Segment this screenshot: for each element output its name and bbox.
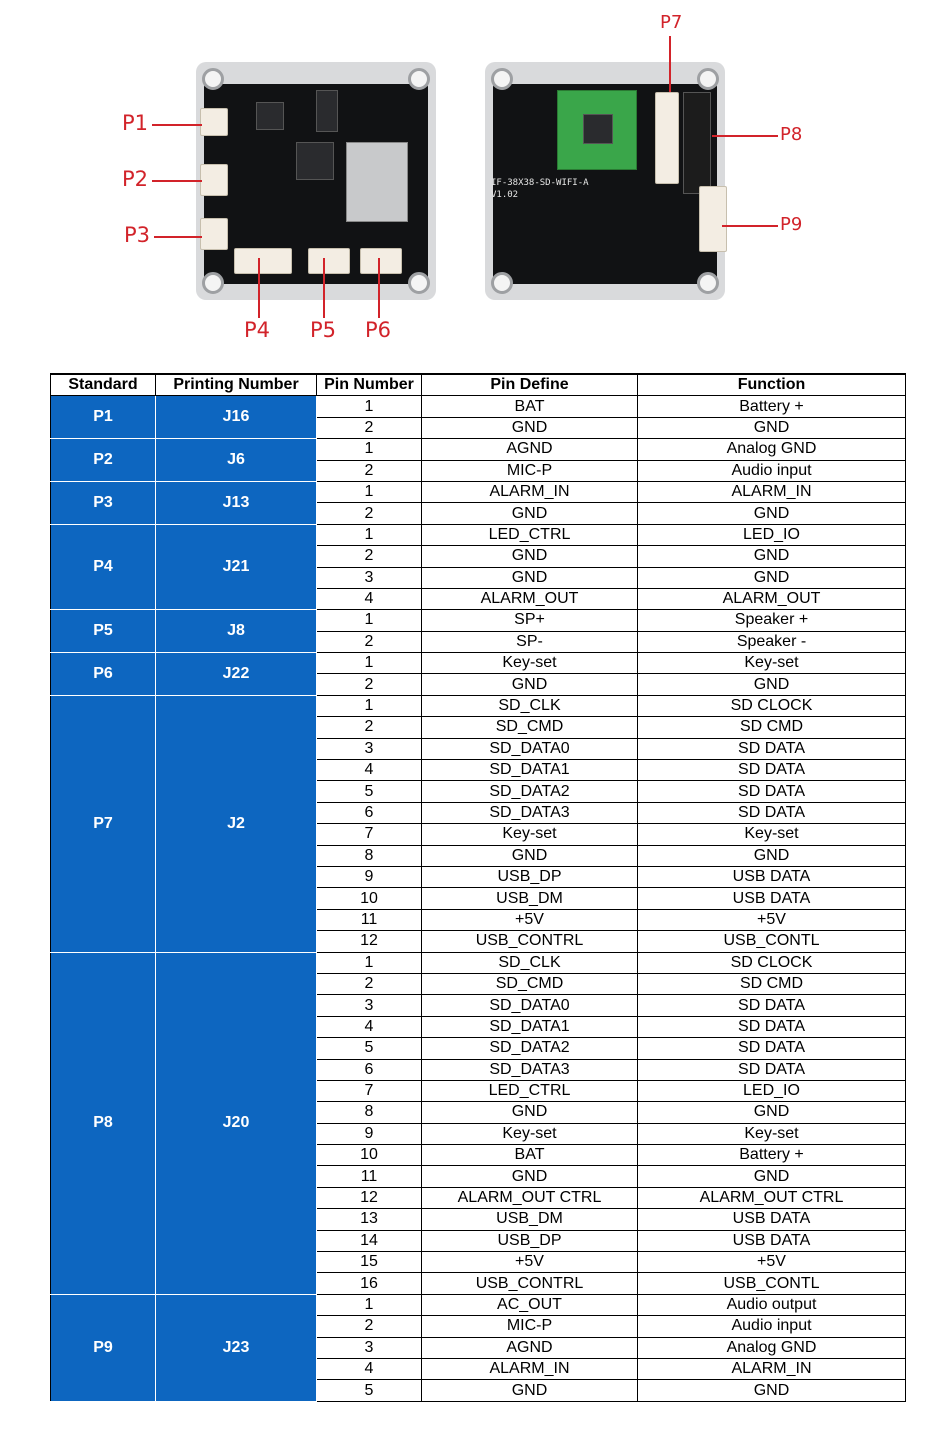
label-p7: P7 xyxy=(660,12,683,33)
function-cell: USB DATA xyxy=(638,1209,906,1230)
standard-cell: P8 xyxy=(51,952,156,1294)
pin-define-cell: BAT xyxy=(422,1145,638,1166)
pointer-line-p5 xyxy=(323,258,325,318)
pin-define-cell: SD_CMD xyxy=(422,717,638,738)
function-cell: Analog GND xyxy=(638,1337,906,1358)
pin-number-cell: 2 xyxy=(317,546,422,567)
pointer-line-p6 xyxy=(378,258,380,318)
pin-number-cell: 1 xyxy=(317,481,422,502)
function-cell: GND xyxy=(638,674,906,695)
connector-p1 xyxy=(200,108,228,136)
pin-number-cell: 1 xyxy=(317,952,422,973)
header-pin-define: Pin Define xyxy=(422,374,638,396)
function-cell: SD DATA xyxy=(638,1016,906,1037)
pin-number-cell: 10 xyxy=(317,1145,422,1166)
table-row xyxy=(51,524,906,545)
pin-number-cell: 15 xyxy=(317,1252,422,1273)
mount-hole xyxy=(697,68,719,90)
table-row xyxy=(51,481,906,502)
pin-define-cell: SD_DATA1 xyxy=(422,1016,638,1037)
pin-number-cell: 2 xyxy=(317,717,422,738)
pin-number-cell: 4 xyxy=(317,588,422,609)
function-cell: USB DATA xyxy=(638,866,906,887)
pin-define-cell: Key-set xyxy=(422,1123,638,1144)
pin-number-cell: 3 xyxy=(317,995,422,1016)
function-cell: GND xyxy=(638,1380,906,1401)
function-cell: Key-set xyxy=(638,1123,906,1144)
function-cell: SD DATA xyxy=(638,738,906,759)
function-cell: Audio input xyxy=(638,1316,906,1337)
pin-define-cell: USB_CONTRL xyxy=(422,1273,638,1294)
pin-define-cell: SD_DATA2 xyxy=(422,781,638,802)
table-body xyxy=(51,396,906,1401)
label-p6: P6 xyxy=(365,318,392,342)
silkscreen-board-name: IF-38X38-SD-WIFI-A xyxy=(491,178,589,188)
function-cell: ALARM_IN xyxy=(638,481,906,502)
pin-define-cell: SD_CLK xyxy=(422,695,638,716)
pin-number-cell: 4 xyxy=(317,1358,422,1379)
mount-hole xyxy=(408,68,430,90)
connector-p4 xyxy=(234,248,292,274)
function-cell: ALARM_IN xyxy=(638,1358,906,1379)
function-cell: Audio input xyxy=(638,460,906,481)
pin-define-cell: BAT xyxy=(422,396,638,417)
pin-define-cell: ALARM_OUT CTRL xyxy=(422,1187,638,1208)
function-cell: GND xyxy=(638,417,906,438)
pin-number-cell: 1 xyxy=(317,1294,422,1315)
standard-cell: P5 xyxy=(51,610,156,653)
mount-hole xyxy=(491,68,513,90)
pin-define-cell: MIC-P xyxy=(422,460,638,481)
pin-number-cell: 4 xyxy=(317,1016,422,1037)
pin-define-cell: Key-set xyxy=(422,653,638,674)
pin-number-cell: 3 xyxy=(317,567,422,588)
header-printing-number: Printing Number xyxy=(156,374,317,396)
mount-hole xyxy=(491,272,513,294)
label-p9: P9 xyxy=(780,214,803,235)
mount-hole xyxy=(408,272,430,294)
printing-number-cell: J6 xyxy=(156,439,317,482)
label-p4: P4 xyxy=(244,318,271,342)
pin-define-cell: GND xyxy=(422,546,638,567)
pointer-line-p7 xyxy=(669,36,671,92)
printing-number-cell: J13 xyxy=(156,481,317,524)
pin-define-cell: SD_DATA0 xyxy=(422,995,638,1016)
function-cell: +5V xyxy=(638,1252,906,1273)
header-function: Function xyxy=(638,374,906,396)
pin-define-cell: Key-set xyxy=(422,824,638,845)
pin-number-cell: 3 xyxy=(317,1337,422,1358)
pin-number-cell: 2 xyxy=(317,417,422,438)
pin-define-cell: GND xyxy=(422,417,638,438)
standard-cell: P6 xyxy=(51,653,156,696)
function-cell: SD DATA xyxy=(638,760,906,781)
label-p2: P2 xyxy=(122,167,149,191)
pin-define-cell: AGND xyxy=(422,439,638,460)
pin-definition-table xyxy=(50,373,906,1402)
silkscreen-version: V1.02 xyxy=(491,190,519,200)
function-cell: ALARM_OUT xyxy=(638,588,906,609)
pin-number-cell: 9 xyxy=(317,1123,422,1144)
pin-number-cell: 6 xyxy=(317,802,422,823)
table-header-row xyxy=(51,374,906,396)
function-cell: GND xyxy=(638,546,906,567)
function-cell: Analog GND xyxy=(638,439,906,460)
pin-number-cell: 1 xyxy=(317,653,422,674)
pin-define-cell: USB_CONTRL xyxy=(422,931,638,952)
pointer-line-p2 xyxy=(152,180,202,182)
function-cell: LED_IO xyxy=(638,524,906,545)
pin-number-cell: 2 xyxy=(317,631,422,652)
pin-define-cell: GND xyxy=(422,567,638,588)
pin-number-cell: 2 xyxy=(317,460,422,481)
function-cell: USB DATA xyxy=(638,888,906,909)
table-row xyxy=(51,396,906,417)
board-photo xyxy=(0,0,950,370)
function-cell: SD CLOCK xyxy=(638,952,906,973)
pin-define-cell: ALARM_IN xyxy=(422,481,638,502)
pin-define-cell: LED_CTRL xyxy=(422,1080,638,1101)
standard-cell: P4 xyxy=(51,524,156,610)
standard-cell: P2 xyxy=(51,439,156,482)
pin-define-cell: GND xyxy=(422,503,638,524)
pin-define-cell: SD_DATA2 xyxy=(422,1038,638,1059)
pin-define-cell: GND xyxy=(422,674,638,695)
pin-define-cell: SD_DATA1 xyxy=(422,760,638,781)
printing-number-cell: J23 xyxy=(156,1294,317,1401)
pin-define-cell: AC_OUT xyxy=(422,1294,638,1315)
wifi-chip xyxy=(583,114,613,144)
pin-number-cell: 6 xyxy=(317,1059,422,1080)
connector-p9 xyxy=(699,186,727,252)
table-row xyxy=(51,653,906,674)
pin-define-cell: SP+ xyxy=(422,610,638,631)
function-cell: Battery + xyxy=(638,1145,906,1166)
function-cell: Speaker + xyxy=(638,610,906,631)
pin-number-cell: 2 xyxy=(317,674,422,695)
connector-p8 xyxy=(683,92,711,194)
pointer-line-p9 xyxy=(722,225,778,227)
pin-define-cell: SD_CMD xyxy=(422,973,638,994)
function-cell: GND xyxy=(638,567,906,588)
function-cell: LED_IO xyxy=(638,1080,906,1101)
pin-number-cell: 1 xyxy=(317,610,422,631)
printing-number-cell: J22 xyxy=(156,653,317,696)
pin-define-cell: USB_DM xyxy=(422,1209,638,1230)
pin-number-cell: 7 xyxy=(317,1080,422,1101)
pin-define-cell: SD_DATA3 xyxy=(422,802,638,823)
pin-define-cell: SD_CLK xyxy=(422,952,638,973)
back-board-image xyxy=(485,62,725,300)
standard-cell: P7 xyxy=(51,695,156,952)
table-row xyxy=(51,439,906,460)
front-board-image xyxy=(196,62,436,300)
chip xyxy=(316,90,338,132)
pin-number-cell: 13 xyxy=(317,1209,422,1230)
pin-number-cell: 11 xyxy=(317,1166,422,1187)
pin-define-cell: SD_DATA0 xyxy=(422,738,638,759)
pin-number-cell: 9 xyxy=(317,866,422,887)
printing-number-cell: J8 xyxy=(156,610,317,653)
pin-define-cell: USB_DP xyxy=(422,1230,638,1251)
pin-number-cell: 4 xyxy=(317,760,422,781)
function-cell: SD DATA xyxy=(638,802,906,823)
function-cell: SD DATA xyxy=(638,1059,906,1080)
pin-number-cell: 12 xyxy=(317,931,422,952)
pin-number-cell: 7 xyxy=(317,824,422,845)
function-cell: Battery + xyxy=(638,396,906,417)
printing-number-cell: J20 xyxy=(156,952,317,1294)
mount-hole xyxy=(202,272,224,294)
pin-define-cell: MIC-P xyxy=(422,1316,638,1337)
pin-define-cell: SP- xyxy=(422,631,638,652)
standard-cell: P1 xyxy=(51,396,156,439)
function-cell: +5V xyxy=(638,909,906,930)
table-row xyxy=(51,952,906,973)
pointer-line-p1 xyxy=(152,124,202,126)
label-p3: P3 xyxy=(124,223,151,247)
function-cell: Audio output xyxy=(638,1294,906,1315)
printing-number-cell: J21 xyxy=(156,524,317,610)
label-p1: P1 xyxy=(122,111,149,135)
connector-p6 xyxy=(360,248,402,274)
function-cell: Speaker - xyxy=(638,631,906,652)
connector-p7 xyxy=(655,92,679,184)
pin-number-cell: 16 xyxy=(317,1273,422,1294)
standard-cell: P3 xyxy=(51,481,156,524)
pin-define-cell: AGND xyxy=(422,1337,638,1358)
pin-number-cell: 12 xyxy=(317,1187,422,1208)
chip xyxy=(296,142,334,180)
pin-number-cell: 1 xyxy=(317,524,422,545)
pin-define-cell: USB_DM xyxy=(422,888,638,909)
standard-cell: P9 xyxy=(51,1294,156,1401)
pointer-line-p8 xyxy=(712,135,778,137)
table-row xyxy=(51,610,906,631)
pin-number-cell: 3 xyxy=(317,738,422,759)
pin-number-cell: 10 xyxy=(317,888,422,909)
function-cell: SD CMD xyxy=(638,717,906,738)
label-p5: P5 xyxy=(310,318,337,342)
function-cell: SD CLOCK xyxy=(638,695,906,716)
connector-p2 xyxy=(200,164,228,196)
pin-number-cell: 2 xyxy=(317,973,422,994)
function-cell: GND xyxy=(638,503,906,524)
function-cell: SD DATA xyxy=(638,995,906,1016)
pin-define-cell: +5V xyxy=(422,1252,638,1273)
chip xyxy=(256,102,284,130)
pin-define-cell: LED_CTRL xyxy=(422,524,638,545)
pin-number-cell: 8 xyxy=(317,845,422,866)
pin-define-cell: SD_DATA3 xyxy=(422,1059,638,1080)
pin-number-cell: 8 xyxy=(317,1102,422,1123)
printing-number-cell: J16 xyxy=(156,396,317,439)
pin-number-cell: 1 xyxy=(317,396,422,417)
function-cell: ALARM_OUT CTRL xyxy=(638,1187,906,1208)
pin-number-cell: 2 xyxy=(317,1316,422,1337)
label-p8: P8 xyxy=(780,124,803,145)
function-cell: Key-set xyxy=(638,653,906,674)
pin-number-cell: 5 xyxy=(317,1380,422,1401)
pin-number-cell: 11 xyxy=(317,909,422,930)
mount-hole xyxy=(697,272,719,294)
function-cell: SD DATA xyxy=(638,1038,906,1059)
table-row xyxy=(51,695,906,716)
pin-number-cell: 5 xyxy=(317,1038,422,1059)
pointer-line-p3 xyxy=(154,236,202,238)
pin-number-cell: 2 xyxy=(317,503,422,524)
pin-define-cell: ALARM_OUT xyxy=(422,588,638,609)
connector-p3 xyxy=(200,218,228,250)
header-standard: Standard xyxy=(51,374,156,396)
function-cell: GND xyxy=(638,1102,906,1123)
sd-card-slot xyxy=(346,142,408,222)
function-cell: GND xyxy=(638,1166,906,1187)
pin-number-cell: 1 xyxy=(317,439,422,460)
table-row xyxy=(51,1294,906,1315)
pin-define-cell: ALARM_IN xyxy=(422,1358,638,1379)
function-cell: GND xyxy=(638,845,906,866)
function-cell: USB DATA xyxy=(638,1230,906,1251)
pin-define-cell: USB_DP xyxy=(422,866,638,887)
pin-define-cell: GND xyxy=(422,1102,638,1123)
pin-define-cell: +5V xyxy=(422,909,638,930)
pin-define-cell: GND xyxy=(422,1166,638,1187)
pin-number-cell: 5 xyxy=(317,781,422,802)
function-cell: USB_CONTL xyxy=(638,931,906,952)
pin-number-cell: 14 xyxy=(317,1230,422,1251)
function-cell: SD CMD xyxy=(638,973,906,994)
connector-p5 xyxy=(308,248,350,274)
header-pin-number: Pin Number xyxy=(317,374,422,396)
pin-define-cell: GND xyxy=(422,1380,638,1401)
pin-define-cell: GND xyxy=(422,845,638,866)
pin-number-cell: 1 xyxy=(317,695,422,716)
function-cell: USB_CONTL xyxy=(638,1273,906,1294)
printing-number-cell: J2 xyxy=(156,695,317,952)
mount-hole xyxy=(202,68,224,90)
pointer-line-p4 xyxy=(258,258,260,318)
function-cell: SD DATA xyxy=(638,781,906,802)
function-cell: Key-set xyxy=(638,824,906,845)
